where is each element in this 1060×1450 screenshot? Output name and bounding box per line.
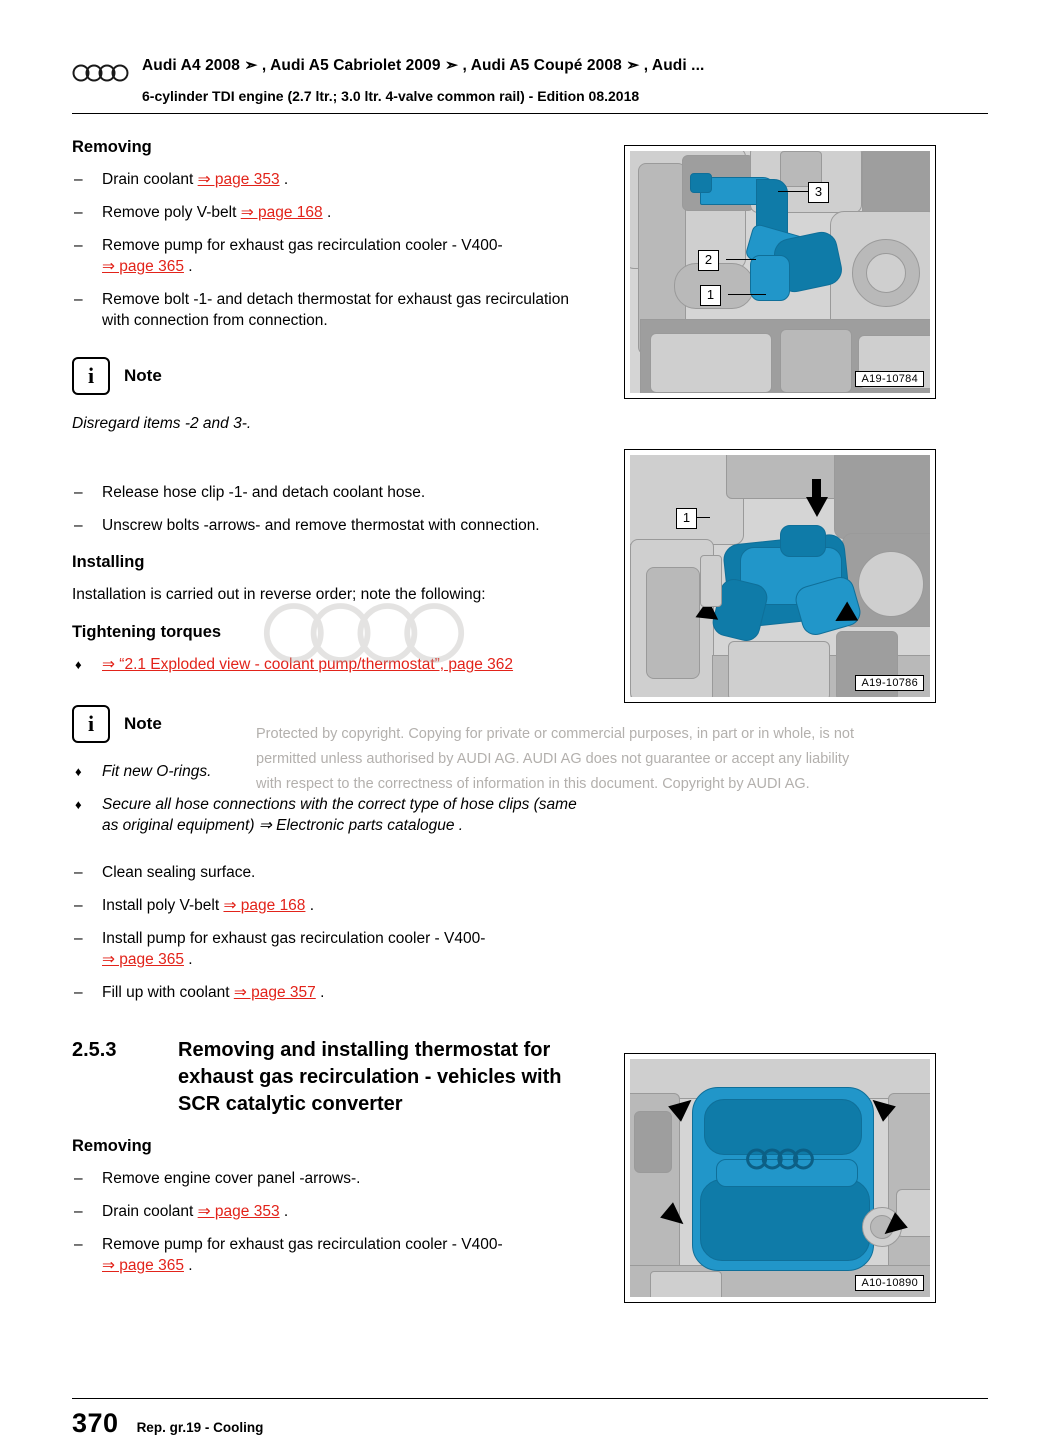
step-text-post: . xyxy=(305,897,315,914)
heading-tightening-torques: Tightening torques xyxy=(72,623,222,641)
list-removing-3 xyxy=(72,1168,592,1276)
info-icon: i xyxy=(72,705,110,743)
list-removing-2 xyxy=(72,482,592,536)
info-icon: i xyxy=(72,357,110,395)
list-item xyxy=(72,928,592,970)
callout-1: 1 xyxy=(700,285,721,306)
figure-code: A19-10784 xyxy=(855,371,924,387)
list-item xyxy=(72,169,592,190)
text-column xyxy=(72,137,592,1288)
step-text-post: . xyxy=(279,171,289,188)
step-text-post: . xyxy=(322,204,332,221)
list-item xyxy=(72,654,592,675)
page-link[interactable]: ⇒ page 168 xyxy=(240,204,323,221)
list-item xyxy=(72,235,592,277)
step-text-post: . xyxy=(183,258,193,275)
callout-2: 2 xyxy=(698,250,719,271)
list-item xyxy=(72,1234,592,1276)
copyright-line-1: Protected by copyright. Copying for private or commercial purposes, in part or in whole, is not xyxy=(256,726,854,742)
step-text: Install poly V-belt xyxy=(102,897,224,914)
step-text: Remove engine cover panel -arrows-. xyxy=(102,1170,361,1187)
list-item xyxy=(72,202,592,223)
installing-paragraph: Installation is carried out in reverse order; note the following: xyxy=(72,586,486,603)
list-item xyxy=(72,982,592,1003)
exploded-view-link[interactable]: ⇒ “2.1 Exploded view - coolant pump/thermostat”, page 362 xyxy=(102,656,514,673)
heading-removing-3: Removing xyxy=(72,1137,152,1155)
copyright-line-2: permitted unless authorised by AUDI AG. AUDI AG does not guarantee or accept any liability xyxy=(256,751,850,767)
section-number: 2.5.3 xyxy=(72,1039,117,1061)
note-bullet-text: Secure all hose connections with the correct type of hose clips (same as original equipment) ⇒ Electronic parts catalogue . xyxy=(102,796,577,834)
note-text-1: Disregard items -2 and 3-. xyxy=(72,415,252,432)
page-link[interactable]: ⇒ page 365 xyxy=(102,1257,184,1274)
callout-1: 1 xyxy=(676,508,697,529)
step-text-post: . xyxy=(183,951,193,968)
list-item xyxy=(72,761,592,782)
footer-repair-group: Rep. gr.19 - Cooling xyxy=(136,1420,264,1435)
page-number: 370 xyxy=(72,1408,119,1438)
step-text: Release hose clip -1- and detach coolant hose. xyxy=(102,484,426,501)
list-item xyxy=(72,895,592,916)
step-text: Install pump for exhaust gas recirculation cooler - V400- xyxy=(102,930,486,947)
page-link[interactable]: ⇒ page 353 xyxy=(197,1203,280,1220)
page-link[interactable]: ⇒ page 357 xyxy=(233,984,316,1001)
section-heading-2-5-3 xyxy=(72,1037,592,1118)
page-header xyxy=(72,56,988,106)
step-text: Remove pump for exhaust gas recirculation cooler - V400- xyxy=(102,237,503,254)
note-label: Note xyxy=(124,714,162,733)
figure-thermostat-housing xyxy=(624,449,936,703)
step-text: Unscrew bolts -arrows- and remove thermostat with connection. xyxy=(102,517,540,534)
page-link[interactable]: ⇒ page 168 xyxy=(223,897,306,914)
list-item xyxy=(72,1168,592,1189)
header-title-line1: Audi A4 2008 ➣ , Audi A5 Cabriolet 2009 ➣ , Audi A5 Coupé 2008 ➣ , Audi ... xyxy=(142,57,705,74)
step-text-post: . xyxy=(315,984,325,1001)
page-footer xyxy=(72,1408,988,1439)
header-divider xyxy=(72,113,988,114)
step-text: Fill up with coolant xyxy=(102,984,234,1001)
heading-installing: Installing xyxy=(72,553,145,571)
figure-image xyxy=(630,151,930,393)
list-item xyxy=(72,482,592,503)
figure-code: A19-10786 xyxy=(855,675,924,691)
note-block-2 xyxy=(72,705,592,743)
step-text: Clean sealing surface. xyxy=(102,864,256,881)
step-text-post: . xyxy=(279,1203,289,1220)
heading-removing-1: Removing xyxy=(72,138,152,156)
step-text: Drain coolant xyxy=(102,171,198,188)
note-block-1 xyxy=(72,357,592,395)
page-link[interactable]: ⇒ page 353 xyxy=(197,171,280,188)
footer-divider xyxy=(72,1398,988,1399)
step-text-post: . xyxy=(183,1257,193,1274)
list-installing-steps xyxy=(72,862,592,1003)
page-link[interactable]: ⇒ page 365 xyxy=(102,258,184,275)
copyright-line-3: with respect to the correctness of information in this document. Copyright by AUDI AG. xyxy=(256,776,810,792)
note-label: Note xyxy=(124,366,162,385)
step-text: Remove bolt -1- and detach thermostat for exhaust gas recirculation with connection from connection. xyxy=(102,291,569,329)
step-text: Remove poly V-belt xyxy=(102,204,241,221)
cover-rings-icon xyxy=(740,1147,826,1171)
note-bullet-text: Fit new O-rings. xyxy=(102,763,212,780)
list-item xyxy=(72,1201,592,1222)
page-link[interactable]: ⇒ page 365 xyxy=(102,951,184,968)
step-text: Drain coolant xyxy=(102,1203,198,1220)
callout-3: 3 xyxy=(808,182,829,203)
figure-thermostat-connection xyxy=(624,145,936,399)
figure-code: A10-10890 xyxy=(855,1275,924,1291)
step-text: Remove pump for exhaust gas recirculation cooler - V400- xyxy=(102,1236,503,1253)
figure-image xyxy=(630,455,930,697)
figure-image xyxy=(630,1059,930,1297)
list-item xyxy=(72,794,592,836)
list-item xyxy=(72,515,592,536)
audi-rings-logo xyxy=(72,62,134,84)
list-item xyxy=(72,289,592,331)
header-title-line2: 6-cylinder TDI engine (2.7 ltr.; 3.0 ltr. 4-valve common rail) - Edition 08.2018 xyxy=(142,88,640,104)
list-item xyxy=(72,862,592,883)
figure-engine-cover xyxy=(624,1053,936,1303)
section-title: Removing and installing thermostat for exhaust gas recirculation - vehicles with SCR catalytic converter xyxy=(178,1039,562,1115)
list-removing-1 xyxy=(72,169,592,331)
